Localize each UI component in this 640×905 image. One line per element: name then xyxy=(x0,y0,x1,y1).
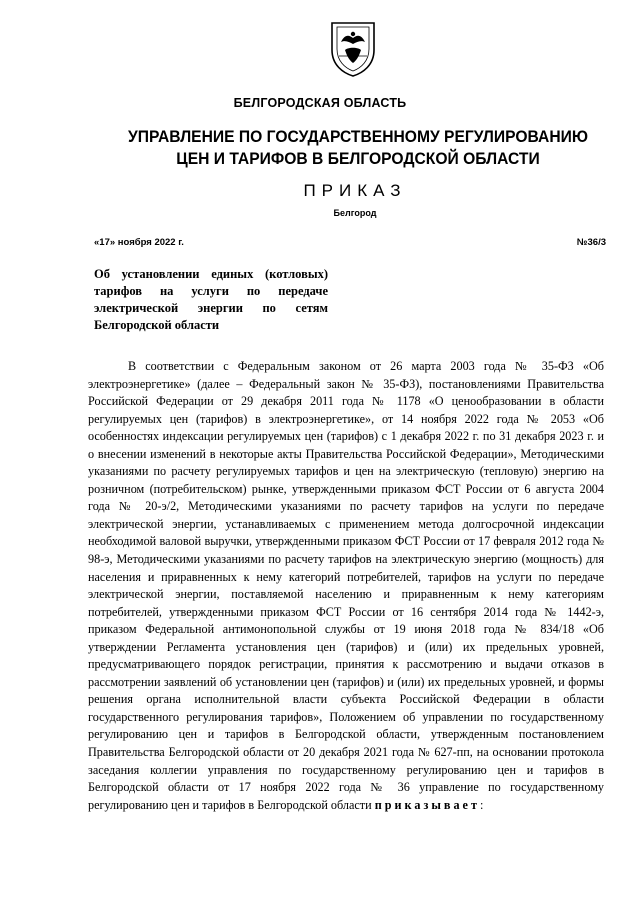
organization-name xyxy=(29,126,640,170)
city-name: Белгород xyxy=(333,208,377,218)
region-name: БЕЛГОРОДСКАЯ ОБЛАСТЬ xyxy=(233,96,407,110)
coat-of-arms-emblem xyxy=(329,20,377,78)
organization-name-line-1: УПРАВЛЕНИЕ ПО ГОСУДАРСТВЕННОМУ РЕГУЛИРОВАНИЮ xyxy=(127,127,589,146)
document-type-title: ПРИКАЗ xyxy=(303,181,407,200)
document-number: №36/3 xyxy=(576,237,606,248)
body-emphasis: приказывает xyxy=(374,797,480,812)
organization-name-line-2: ЦЕН И ТАРИФОВ В БЕЛГОРОДСКОЙ ОБЛАСТИ xyxy=(176,149,540,168)
document-subject: Об установлении единых (котловых) тарифов на услуги по передаче электрической энергии по сетям Белгородской области xyxy=(94,267,328,332)
body-text: В соответствии с Федеральным законом от 26 марта 2003 года № 35-ФЗ «Об электроэнергетике» (далее – Федеральный закон № 35-ФЗ), постановлениями Правительства Российской Федерации от 29 декабря 2011 года № 1178 «О ценообразовании в области регулируемых цен (тарифов) в электроэнергетике», от 14 ноября 2022 года № 2053 «Об особенностях индексации регулируемых цен (тарифов) с 1 декабря 2022 г. по 31 декабря 2023 г. и о внесении изменений в некоторые акты Правительства Российской Федерации», Методическими указаниями по расчету регулируемых тарифов и цен на электрическую (тепловую) энергию на розничном (потребительском) рынке, утвержденными приказом ФСТ России от 6 августа 2004 года № 20-э/2, Методическими указаниями по расчету тарифов на услуги по передаче электрической энергии, устанавливаемых с применением метода долгосрочной индексации необходимой валовой выручки, утвержденными приказом ФСТ России от 17 февраля 2012 года № 98-э, Методическими указаниями по расчету тарифов на электрическую энергию (мощность) для населения и приравненных к нему категорий потребителей, тарифов на услуги по передаче электрической энергии, поставляемой населению и приравненным к нему категориям потребителей, утвержденными приказом ФСТ России от 16 сентября 2014 года № 1442-э, приказом Федеральной антимонопольной службы от 19 июня 2018 года № 834/18 «Об утверждении Регламента установления цен (тарифов) и (или) их предельных уровней, предусматривающего порядок регистрации, принятия к рассмотрению и выдачи отказов в рассмотрении заявлений об установлении цен (тарифов) и (или) их предельных уровней, и формы решения органа исполнительной власти субъекта Российской Федерации в области государственного регулирования тарифов», Положением об управлении по государственному регулированию цен и тарифов в Белгородской области, утвержденным постановлением Правительства Белгородской области от 20 декабря 2021 года № 627-пп, на основании протокола заседания коллегии управления по государственному регулированию цен и тарифов в Белгородской области от 17 ноября 2022 года № 36 управление по государственному регулированию цен и тарифов в Белгородской области xyxy=(88,359,604,812)
body-tail: : xyxy=(479,797,484,812)
body-paragraph xyxy=(88,358,604,814)
document-date: «17» ноября 2022 г. xyxy=(94,237,184,248)
